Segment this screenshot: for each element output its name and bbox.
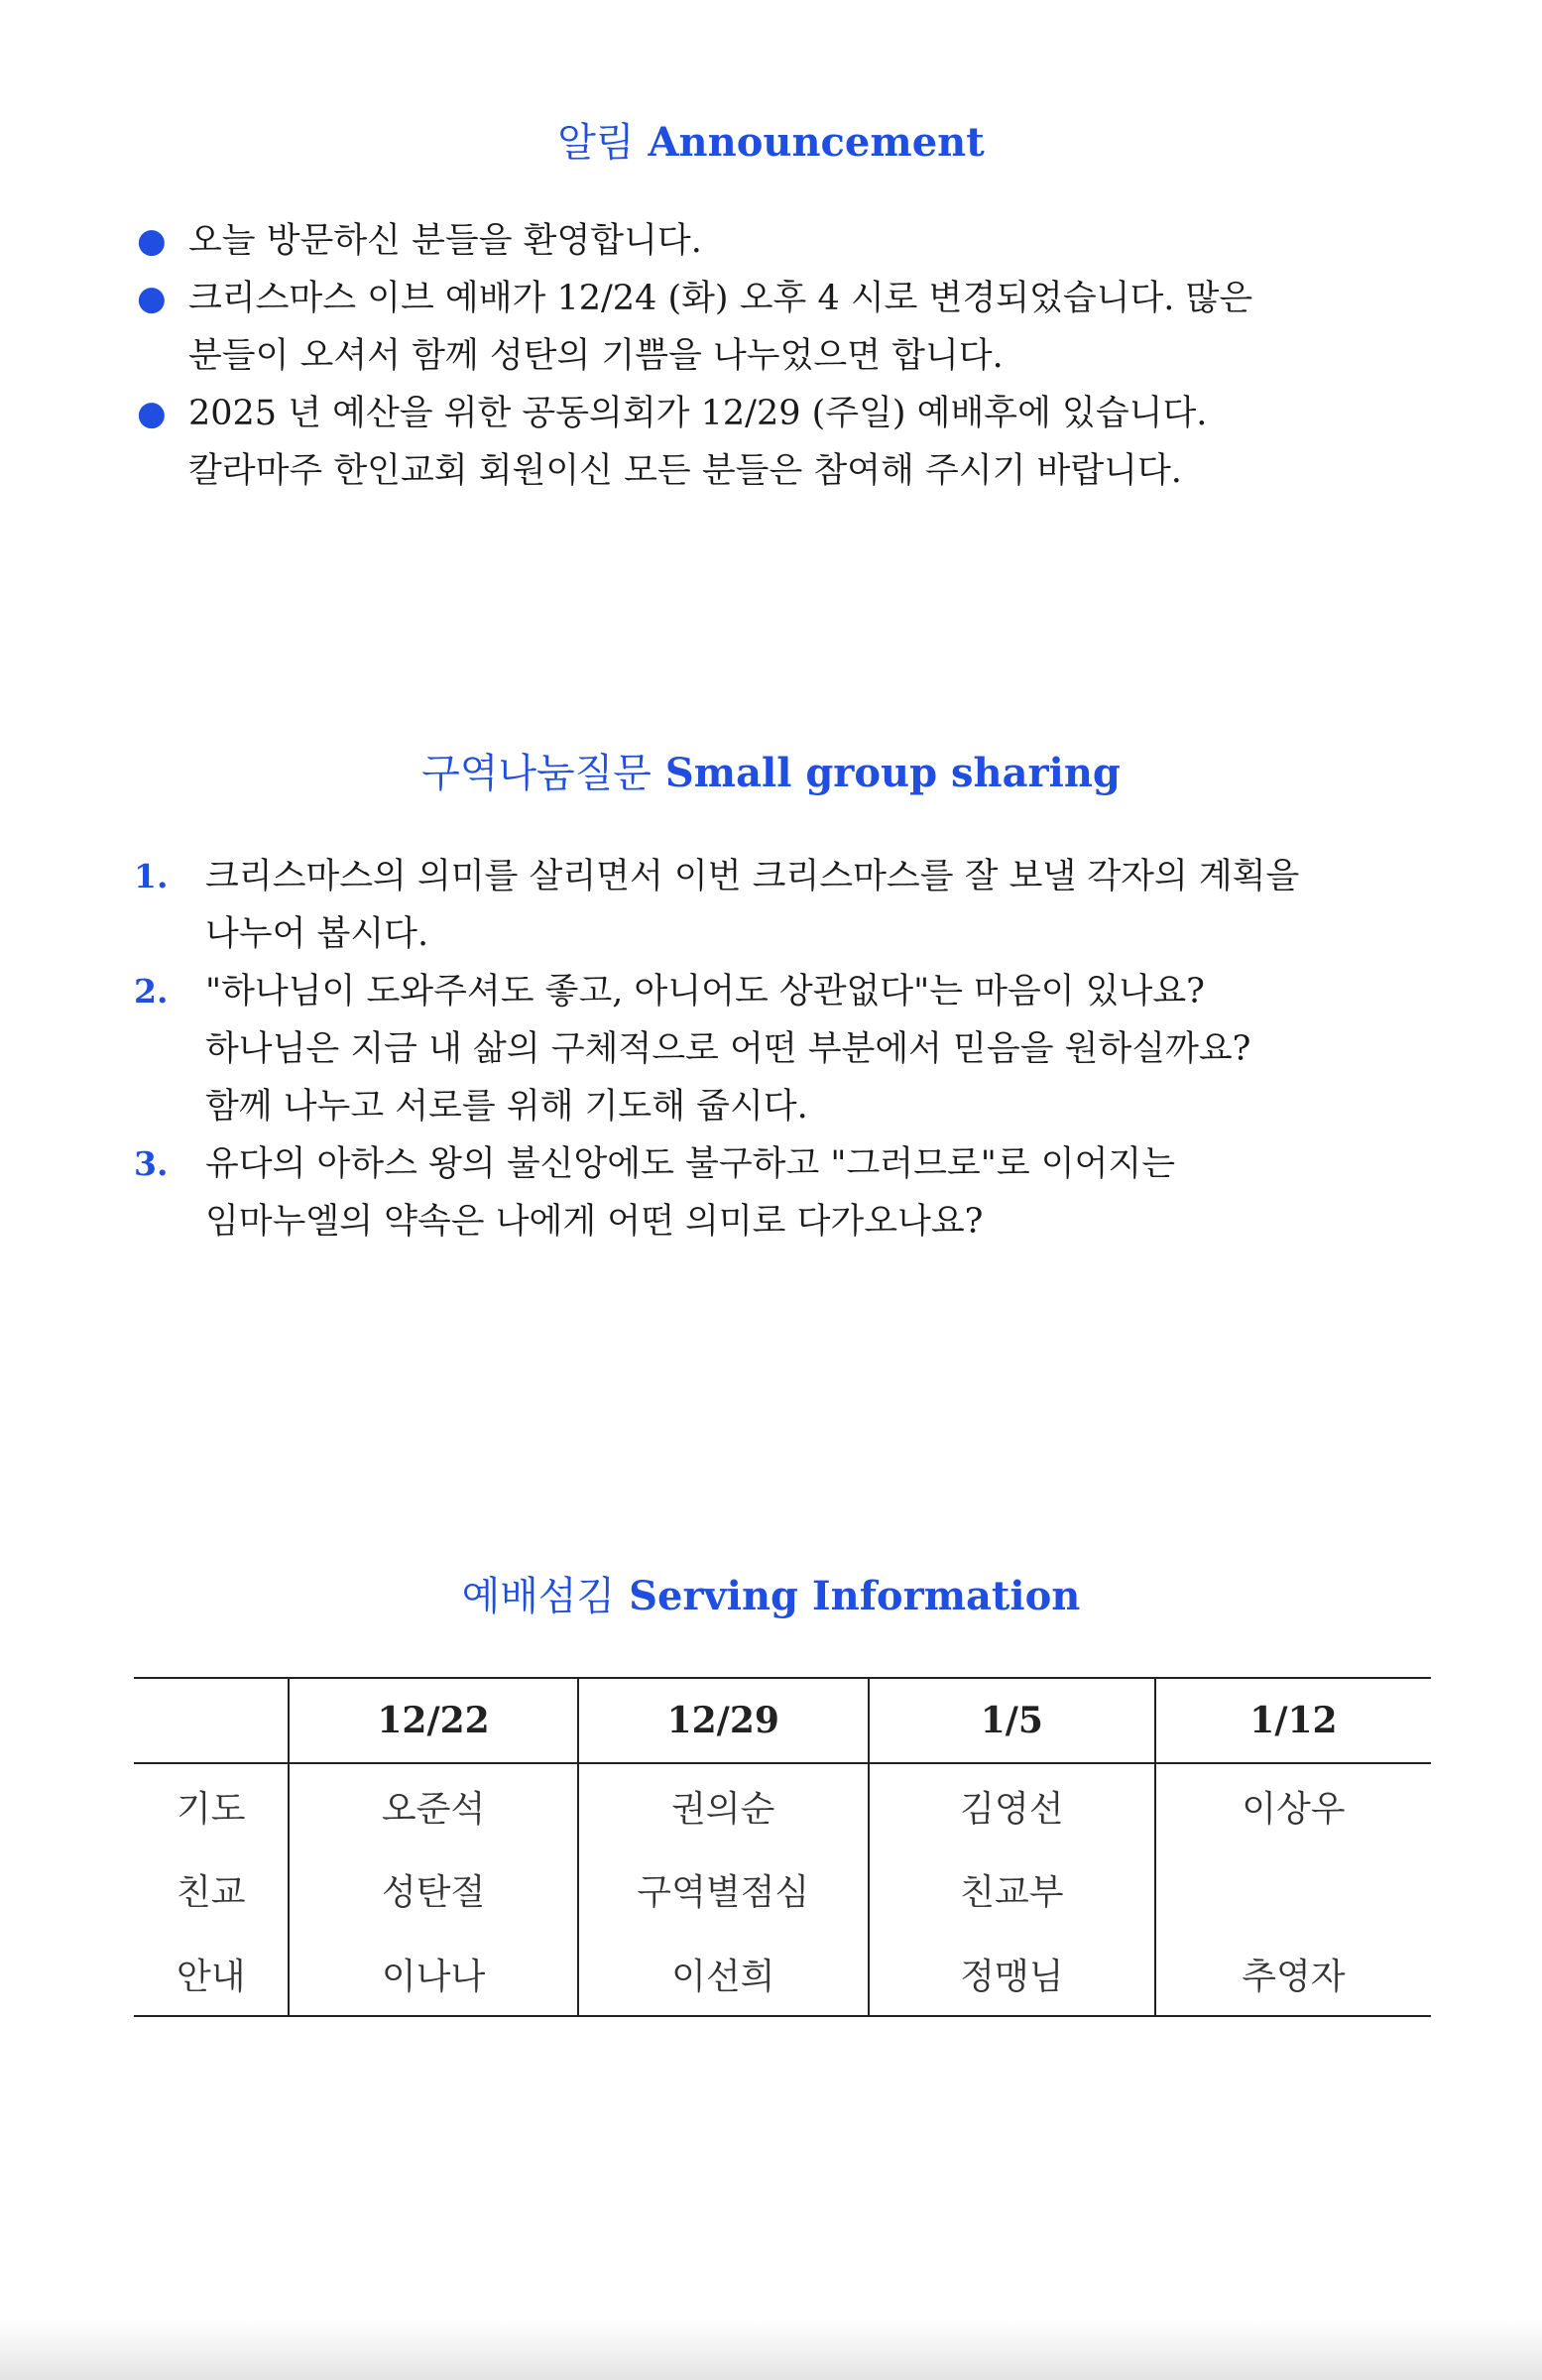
table-cell: 친교부 bbox=[869, 1847, 1155, 1932]
table-header-cell: 12/22 bbox=[289, 1678, 577, 1763]
table-cell: 오준석 bbox=[289, 1763, 577, 1847]
table-cell: 김영선 bbox=[869, 1763, 1155, 1847]
question-text: 크리스마스의 의미를 살리면서 이번 크리스마스를 잘 보낼 각자의 계획을 나누어 봅시다. bbox=[205, 857, 1300, 954]
table-header-row bbox=[134, 1678, 1431, 1763]
table-cell: 추영자 bbox=[1155, 1932, 1431, 2016]
table-cell: 이상우 bbox=[1155, 1763, 1431, 1847]
announcement-title-ko: 알림 bbox=[557, 120, 635, 166]
announcement-list bbox=[137, 212, 1378, 500]
serving-title bbox=[0, 1565, 1542, 1621]
role-cell: 기도 bbox=[176, 1788, 246, 1830]
announcement-title-en: Announcement bbox=[648, 119, 985, 166]
announcement-text: 2025 년 예산을 위한 공동의회가 12/29 (주일) 예배후에 있습니다. 칼라마주 한인교회 회원이신 모든 분들은 참여해 주시기 바랍니다. bbox=[188, 394, 1208, 491]
sharing-title-en: Small group sharing bbox=[664, 750, 1121, 796]
bullet-icon: ● bbox=[137, 279, 167, 318]
bullet-icon: ● bbox=[137, 221, 167, 261]
list-item bbox=[137, 212, 1378, 270]
list-item bbox=[134, 1135, 1425, 1250]
table-header-cell: 1/5 bbox=[869, 1678, 1155, 1763]
table-cell: 구역별점심 bbox=[578, 1847, 869, 1932]
announcement-text: 크리스마스 이브 예배가 12/24 (화) 오후 4 시로 변경되었습니다. 많은 분들이 오셔서 함께 성탄의 기쁨을 나누었으면 합니다. bbox=[188, 279, 1253, 376]
table-header-cell bbox=[134, 1678, 289, 1763]
table-cell: 이선희 bbox=[578, 1932, 869, 2016]
role-cell: 안내 bbox=[176, 1956, 246, 1997]
table-cell: 이나나 bbox=[289, 1932, 577, 2016]
table-cell bbox=[1155, 1847, 1431, 1932]
page-bottom-shadow bbox=[0, 2320, 1542, 2380]
table-row bbox=[134, 1847, 1431, 1932]
sharing-title bbox=[0, 742, 1542, 798]
table-row bbox=[134, 1763, 1431, 1847]
table-cell: 성탄절 bbox=[289, 1847, 577, 1932]
list-item bbox=[137, 385, 1378, 500]
table-header-cell: 1/12 bbox=[1155, 1678, 1431, 1763]
bullet-icon: ● bbox=[137, 394, 167, 433]
item-number: 1. bbox=[134, 857, 169, 895]
question-text: "하나님이 도와주셔도 좋고, 아니어도 상관없다"는 마음이 있나요? 하나님은 지금 내 삶의 구체적으로 어떤 부분에서 믿음을 원하실까요? 함께 나누고 서로를 위해 기도해 줍시다. bbox=[205, 972, 1251, 1127]
announcement-title bbox=[0, 111, 1542, 168]
item-number: 2. bbox=[134, 972, 169, 1011]
table-cell: 정맹님 bbox=[869, 1932, 1155, 2016]
item-number: 3. bbox=[134, 1144, 169, 1183]
serving-title-en: Serving Information bbox=[629, 1573, 1081, 1619]
serving-table bbox=[134, 1677, 1431, 2017]
list-item bbox=[134, 848, 1425, 963]
serving-title-ko: 예배섬김 bbox=[461, 1574, 616, 1619]
role-cell: 친교 bbox=[176, 1872, 246, 1913]
sharing-list bbox=[134, 848, 1425, 1250]
table-cell: 권의순 bbox=[578, 1763, 869, 1847]
table-header-cell: 12/29 bbox=[578, 1678, 869, 1763]
announcement-text: 오늘 방문하신 분들을 환영합니다. bbox=[188, 221, 702, 261]
table-row bbox=[134, 1932, 1431, 2016]
list-item bbox=[134, 963, 1425, 1135]
list-item bbox=[137, 270, 1378, 385]
question-text: 유다의 아하스 왕의 불신앙에도 불구하고 "그러므로"로 이어지는 임마누엘의 약속은 나에게 어떤 의미로 다가오나요? bbox=[205, 1144, 1176, 1242]
sharing-title-ko: 구역나눔질문 bbox=[421, 751, 652, 796]
